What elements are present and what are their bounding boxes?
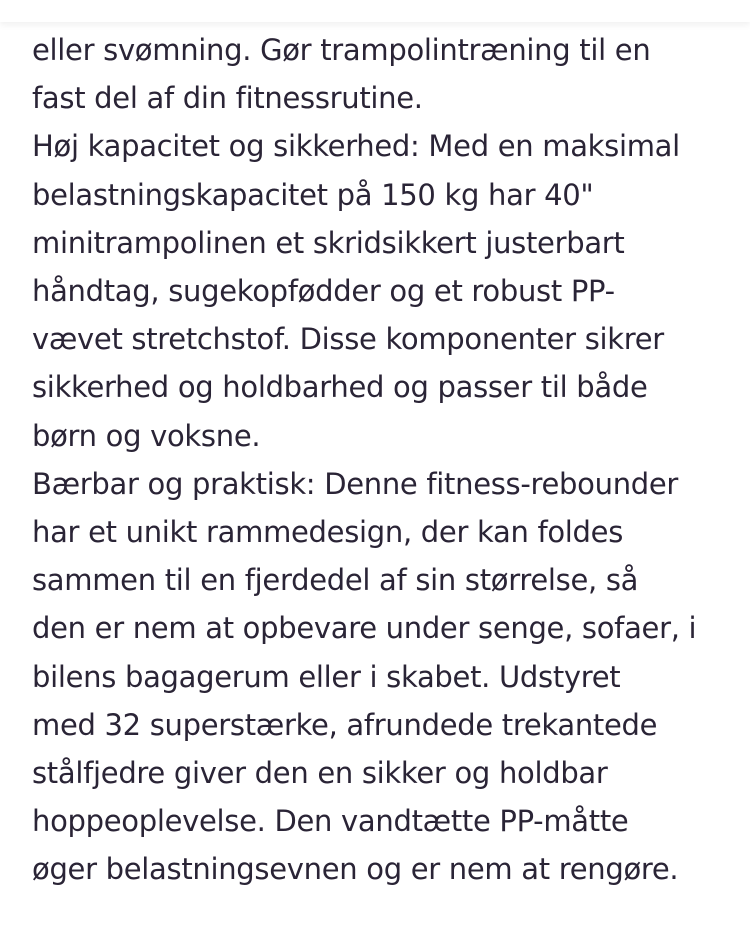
description-line: sammen til en fjerdedel af sin størrelse, så <box>32 563 639 598</box>
description-line: sikkerhed og holdbarhed og passer til både <box>32 370 648 405</box>
description-line: Bærbar og praktisk: Denne fitness-rebounder <box>32 466 679 501</box>
description-line: vævet stretchstof. Disse komponenter sikrer <box>32 322 664 357</box>
description-line: minitrampolinen et skridsikkert justerbart <box>32 225 625 260</box>
description-line: børn og voksne. <box>32 418 261 453</box>
description-line: har et unikt rammedesign, der kan foldes <box>32 515 624 550</box>
description-line: med 32 superstærke, afrundede trekantede <box>32 707 658 742</box>
top-bar-edge <box>0 0 750 22</box>
description-line: øger belastningsevnen og er nem at rengøre. <box>32 852 679 887</box>
description-line: eller svømning. Gør trampolintræning til en <box>32 33 651 67</box>
description-line: bilens bagagerum eller i skabet. Udstyret <box>32 659 621 694</box>
description-line: hoppeoplevelse. Den vandtætte PP-måtte <box>32 804 629 839</box>
description-line: fast del af din fitnessrutine. <box>32 81 423 116</box>
description-line: belastningskapacitet på 150 kg har 40" <box>32 177 594 212</box>
product-description <box>32 26 732 894</box>
description-line: Høj kapacitet og sikkerhed: Med en maksimal <box>32 129 680 164</box>
description-line: stålfjedre giver den en sikker og holdbar <box>32 756 608 791</box>
description-line: den er nem at opbevare under senge, sofaer, i <box>32 611 697 646</box>
description-line: håndtag, sugekopfødder og et robust PP- <box>32 274 615 309</box>
